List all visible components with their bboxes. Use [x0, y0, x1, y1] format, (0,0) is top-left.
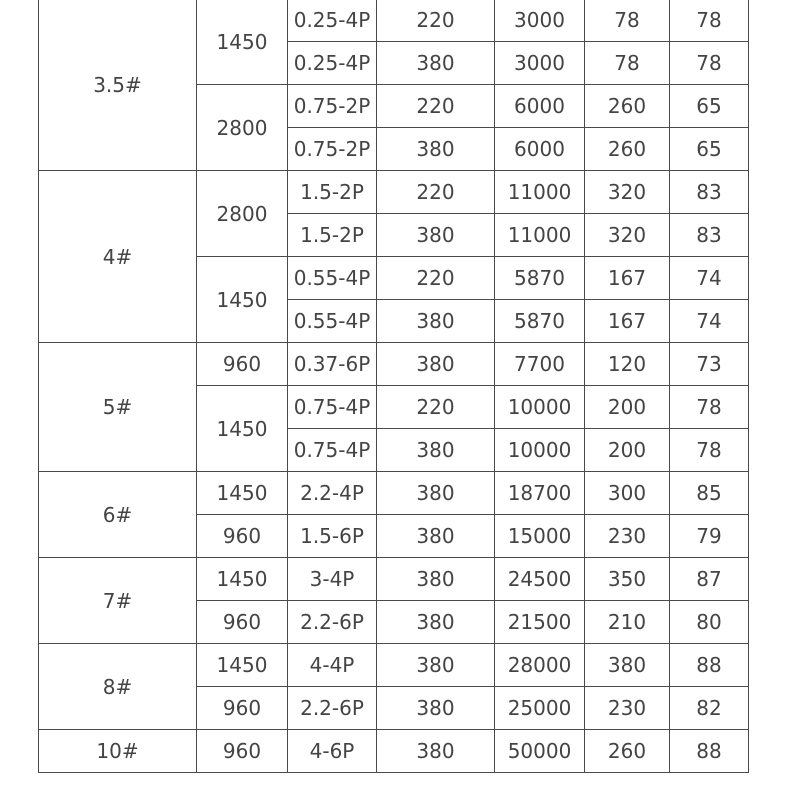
power-cell: 0.75-2P: [288, 128, 377, 171]
power-cell: 0.25-4P: [288, 0, 377, 42]
airflow-cell: 7700: [495, 343, 585, 386]
voltage-cell: 220: [377, 0, 495, 42]
noise-cell: 78: [670, 386, 749, 429]
voltage-cell: 380: [377, 343, 495, 386]
pressure-cell: 260: [585, 85, 670, 128]
speed-cell: 1450: [197, 558, 288, 601]
model-cell: 4#: [39, 171, 197, 343]
voltage-cell: 220: [377, 386, 495, 429]
power-cell: 1.5-2P: [288, 214, 377, 257]
power-cell: 0.75-4P: [288, 429, 377, 472]
airflow-cell: 3000: [495, 0, 585, 42]
airflow-cell: 3000: [495, 42, 585, 85]
pressure-cell: 120: [585, 343, 670, 386]
table-row: [39, 558, 749, 601]
model-cell: 3.5#: [39, 0, 197, 171]
pressure-cell: 200: [585, 386, 670, 429]
speed-cell: 960: [197, 601, 288, 644]
airflow-cell: 24500: [495, 558, 585, 601]
voltage-cell: 380: [377, 644, 495, 687]
power-cell: 1.5-6P: [288, 515, 377, 558]
airflow-cell: 28000: [495, 644, 585, 687]
airflow-cell: 10000: [495, 429, 585, 472]
power-cell: 2.2-6P: [288, 687, 377, 730]
voltage-cell: 380: [377, 128, 495, 171]
voltage-cell: 380: [377, 214, 495, 257]
pressure-cell: 210: [585, 601, 670, 644]
power-cell: 0.75-4P: [288, 386, 377, 429]
pressure-cell: 260: [585, 730, 670, 773]
noise-cell: 88: [670, 730, 749, 773]
pressure-cell: 230: [585, 687, 670, 730]
table-row: [39, 171, 749, 214]
airflow-cell: 21500: [495, 601, 585, 644]
power-cell: 0.55-4P: [288, 257, 377, 300]
noise-cell: 74: [670, 300, 749, 343]
voltage-cell: 220: [377, 257, 495, 300]
voltage-cell: 380: [377, 558, 495, 601]
speed-cell: 2800: [197, 171, 288, 257]
airflow-cell: 11000: [495, 171, 585, 214]
voltage-cell: 380: [377, 687, 495, 730]
speed-cell: 1450: [197, 257, 288, 343]
spec-table-body: [39, 0, 749, 773]
airflow-cell: 6000: [495, 85, 585, 128]
noise-cell: 65: [670, 128, 749, 171]
power-cell: 2.2-6P: [288, 601, 377, 644]
voltage-cell: 220: [377, 85, 495, 128]
table-row: [39, 0, 749, 42]
voltage-cell: 380: [377, 601, 495, 644]
pressure-cell: 350: [585, 558, 670, 601]
airflow-cell: 5870: [495, 257, 585, 300]
noise-cell: 65: [670, 85, 749, 128]
noise-cell: 78: [670, 42, 749, 85]
airflow-cell: 5870: [495, 300, 585, 343]
speed-cell: 1450: [197, 386, 288, 472]
power-cell: 2.2-4P: [288, 472, 377, 515]
airflow-cell: 50000: [495, 730, 585, 773]
noise-cell: 80: [670, 601, 749, 644]
power-cell: 1.5-2P: [288, 171, 377, 214]
power-cell: 0.37-6P: [288, 343, 377, 386]
noise-cell: 88: [670, 644, 749, 687]
voltage-cell: 380: [377, 300, 495, 343]
voltage-cell: 380: [377, 429, 495, 472]
pressure-cell: 380: [585, 644, 670, 687]
noise-cell: 78: [670, 429, 749, 472]
noise-cell: 78: [670, 0, 749, 42]
speed-cell: 960: [197, 515, 288, 558]
noise-cell: 83: [670, 171, 749, 214]
model-cell: 8#: [39, 644, 197, 730]
table-row: [39, 343, 749, 386]
model-cell: 10#: [39, 730, 197, 773]
power-cell: 3-4P: [288, 558, 377, 601]
noise-cell: 82: [670, 687, 749, 730]
voltage-cell: 220: [377, 171, 495, 214]
voltage-cell: 380: [377, 730, 495, 773]
speed-cell: 1450: [197, 644, 288, 687]
pressure-cell: 167: [585, 300, 670, 343]
table-row: [39, 730, 749, 773]
pressure-cell: 167: [585, 257, 670, 300]
noise-cell: 83: [670, 214, 749, 257]
noise-cell: 79: [670, 515, 749, 558]
pressure-cell: 200: [585, 429, 670, 472]
power-cell: 0.75-2P: [288, 85, 377, 128]
voltage-cell: 380: [377, 42, 495, 85]
pressure-cell: 300: [585, 472, 670, 515]
table-row: [39, 472, 749, 515]
noise-cell: 73: [670, 343, 749, 386]
pressure-cell: 78: [585, 42, 670, 85]
pressure-cell: 78: [585, 0, 670, 42]
pressure-cell: 230: [585, 515, 670, 558]
pressure-cell: 260: [585, 128, 670, 171]
model-cell: 5#: [39, 343, 197, 472]
table-row: [39, 644, 749, 687]
speed-cell: 2800: [197, 85, 288, 171]
noise-cell: 74: [670, 257, 749, 300]
model-cell: 7#: [39, 558, 197, 644]
airflow-cell: 11000: [495, 214, 585, 257]
noise-cell: 85: [670, 472, 749, 515]
speed-cell: 1450: [197, 0, 288, 85]
voltage-cell: 380: [377, 472, 495, 515]
pressure-cell: 320: [585, 214, 670, 257]
airflow-cell: 6000: [495, 128, 585, 171]
power-cell: 0.25-4P: [288, 42, 377, 85]
speed-cell: 960: [197, 343, 288, 386]
noise-cell: 87: [670, 558, 749, 601]
airflow-cell: 15000: [495, 515, 585, 558]
power-cell: 0.55-4P: [288, 300, 377, 343]
speed-cell: 960: [197, 730, 288, 773]
spec-table: [38, 0, 749, 773]
speed-cell: 1450: [197, 472, 288, 515]
power-cell: 4-4P: [288, 644, 377, 687]
airflow-cell: 10000: [495, 386, 585, 429]
airflow-cell: 25000: [495, 687, 585, 730]
pressure-cell: 320: [585, 171, 670, 214]
speed-cell: 960: [197, 687, 288, 730]
airflow-cell: 18700: [495, 472, 585, 515]
model-cell: 6#: [39, 472, 197, 558]
voltage-cell: 380: [377, 515, 495, 558]
power-cell: 4-6P: [288, 730, 377, 773]
